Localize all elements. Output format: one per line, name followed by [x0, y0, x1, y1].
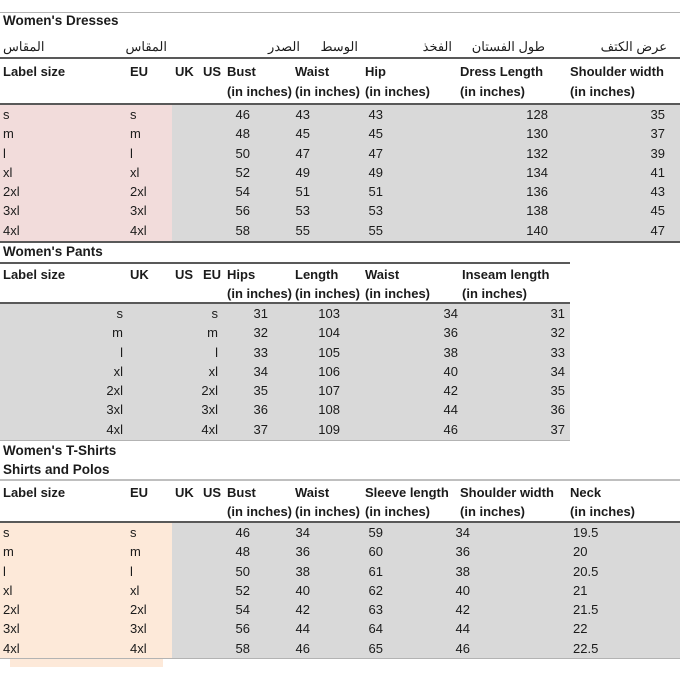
- col-header-us: US: [203, 64, 222, 79]
- cell-hips: 32: [253, 325, 268, 341]
- cell-waist: 55: [295, 222, 310, 238]
- cell-shoulder-width: 46: [455, 640, 470, 656]
- arabic-header-label-size: المقاس: [3, 39, 45, 54]
- divider: [0, 658, 680, 659]
- cell-hips: 33: [253, 344, 268, 360]
- cell-uk-size: s: [116, 306, 123, 321]
- cell-waist: 43: [295, 107, 310, 122]
- cell-hips: 35: [253, 383, 268, 399]
- table-row: [0, 343, 680, 362]
- tshirts-section-subtitle: Shirts and Polos: [3, 462, 110, 477]
- cell-bust: 58: [235, 640, 250, 656]
- cell-shoulder-width: 43: [650, 184, 665, 200]
- cell-waist: 38: [443, 344, 458, 360]
- cell-hip: 49: [368, 164, 383, 180]
- pants-section-title: Women's Pants: [3, 244, 103, 259]
- table-row: [0, 144, 680, 163]
- unit-label: (in inches): [365, 286, 431, 301]
- cell-label-size: m: [3, 126, 14, 142]
- cell-shoulder-width: 47: [650, 222, 665, 238]
- tshirts-header-row: [0, 483, 680, 503]
- cell-hips: 36: [253, 402, 268, 418]
- cell-neck: 22: [573, 621, 588, 637]
- cell-eu-size: xl: [208, 363, 218, 379]
- cell-dress-length: 136: [526, 184, 548, 200]
- col-header-uk: UK: [130, 267, 149, 282]
- cell-dress-length: 140: [526, 222, 548, 238]
- cell-waist: 51: [295, 184, 310, 200]
- cell-bust: 52: [235, 582, 250, 598]
- cell-eu-size: xl: [130, 164, 140, 180]
- cell-waist: 42: [443, 383, 458, 399]
- col-header-bust: Bust: [227, 64, 256, 79]
- cell-waist: 34: [295, 525, 310, 540]
- cell-hips: 34: [253, 363, 268, 379]
- cell-eu-size: m: [207, 325, 218, 341]
- cell-length: 103: [318, 306, 340, 321]
- cell-hip: 45: [368, 126, 383, 142]
- col-header-waist: Waist: [365, 267, 400, 282]
- cell-waist: 47: [295, 145, 310, 161]
- cell-waist: 36: [295, 544, 310, 560]
- unit-label: (in inches): [295, 84, 361, 99]
- cell-waist: 38: [295, 563, 310, 579]
- cell-waist: 34: [443, 306, 458, 321]
- cell-label-size: 3xl: [3, 621, 20, 637]
- cell-eu-size: 3xl: [201, 402, 218, 418]
- col-header-waist: Waist: [295, 485, 330, 500]
- arabic-header-shoulder-width: عرض الكتف: [600, 39, 667, 54]
- cell-eu-size: 2xl: [130, 602, 147, 618]
- cell-eu-size: 3xl: [130, 203, 147, 219]
- col-header-eu: EU: [130, 485, 149, 500]
- cell-sleeve-length: 60: [368, 544, 383, 560]
- cell-eu-size: 4xl: [130, 222, 147, 238]
- cell-label-size: 2xl: [3, 184, 20, 200]
- unit-label: (in inches): [365, 84, 431, 99]
- cell-waist: 42: [295, 602, 310, 618]
- cell-shoulder-width: 45: [650, 203, 665, 219]
- cell-label-size: l: [3, 145, 6, 161]
- dresses-units-row: [0, 82, 680, 102]
- cell-eu-size: 2xl: [201, 383, 218, 399]
- cell-inseam-length: 34: [550, 363, 565, 379]
- cell-eu-size: s: [211, 306, 218, 321]
- col-header-label-size: Label size: [3, 485, 66, 500]
- cell-label-size: s: [3, 107, 10, 122]
- table-row: [0, 201, 680, 220]
- cell-waist: 40: [443, 363, 458, 379]
- cell-dress-length: 134: [526, 164, 548, 180]
- cell-sleeve-length: 63: [368, 602, 383, 618]
- cell-inseam-length: 37: [550, 421, 565, 437]
- cell-shoulder-width: 35: [650, 107, 665, 122]
- cell-neck: 22.5: [573, 640, 599, 656]
- cell-bust: 48: [235, 126, 250, 142]
- unit-label: (in inches): [460, 504, 526, 519]
- cell-bust: 46: [235, 107, 250, 122]
- cell-waist: 46: [295, 640, 310, 656]
- arabic-header-bust: الصدر: [268, 39, 300, 54]
- col-header-shoulder-width: Shoulder width: [570, 64, 664, 79]
- cell-bust: 50: [235, 145, 250, 161]
- cell-bust: 52: [235, 164, 250, 180]
- cell-neck: 21: [573, 582, 588, 598]
- cell-label-size: xl: [3, 582, 13, 598]
- col-header-shoulder-width: Shoulder width: [460, 485, 554, 500]
- table-row: [0, 581, 680, 600]
- cell-hip: 47: [368, 145, 383, 161]
- cell-inseam-length: 31: [550, 306, 565, 321]
- table-row: [0, 221, 680, 240]
- cell-waist: 44: [443, 402, 458, 418]
- cell-shoulder-width: 42: [455, 602, 470, 618]
- cell-shoulder-width: 36: [455, 544, 470, 560]
- cell-neck: 19.5: [573, 525, 599, 540]
- cell-sleeve-length: 62: [368, 582, 383, 598]
- unit-label: (in inches): [227, 84, 293, 99]
- col-header-us: US: [203, 485, 222, 500]
- col-header-waist: Waist: [295, 64, 330, 79]
- cell-eu-size: s: [130, 107, 137, 122]
- cell-hip: 53: [368, 203, 383, 219]
- cell-sleeve-length: 61: [368, 563, 383, 579]
- cell-hips: 37: [253, 421, 268, 437]
- cell-eu-size: l: [215, 344, 218, 360]
- cell-length: 106: [318, 363, 340, 379]
- cell-waist: 49: [295, 164, 310, 180]
- col-header-label-size: Label size: [3, 267, 66, 282]
- cell-bust: 56: [235, 621, 250, 637]
- cell-waist: 36: [443, 325, 458, 341]
- divider: [0, 440, 570, 441]
- cell-eu-size: s: [130, 525, 137, 540]
- cell-inseam-length: 35: [550, 383, 565, 399]
- cell-inseam-length: 32: [550, 325, 565, 341]
- cell-shoulder-width: 37: [650, 126, 665, 142]
- tshirts-table-body: [0, 523, 680, 658]
- cell-shoulder-width: 39: [650, 145, 665, 161]
- unit-label: (in inches): [462, 286, 528, 301]
- cell-uk-size: l: [120, 344, 123, 360]
- cell-label-size: m: [3, 544, 14, 560]
- table-row: [0, 182, 680, 201]
- col-header-uk: UK: [175, 64, 194, 79]
- table-row: [0, 323, 680, 342]
- col-header-hip: Hip: [365, 64, 386, 79]
- cell-eu-size: m: [130, 126, 141, 142]
- cell-uk-size: 3xl: [106, 402, 123, 418]
- tshirts-units-row: [0, 503, 680, 520]
- cell-shoulder-width: 40: [455, 582, 470, 598]
- cell-shoulder-width: 41: [650, 164, 665, 180]
- table-row: [0, 105, 680, 124]
- cell-waist: 46: [443, 421, 458, 437]
- table-row: [0, 619, 680, 638]
- cell-shoulder-width: 38: [455, 563, 470, 579]
- arabic-header-hip: الفخذ: [422, 39, 452, 54]
- cell-shoulder-width: 44: [455, 621, 470, 637]
- unit-label: (in inches): [227, 504, 293, 519]
- divider: [0, 57, 680, 59]
- cell-shoulder-width: 34: [455, 525, 470, 540]
- cell-dress-length: 128: [526, 107, 548, 122]
- table-row: [0, 362, 680, 381]
- table-row: [0, 381, 680, 400]
- dresses-section-title: Women's Dresses: [3, 13, 119, 28]
- col-header-eu: EU: [130, 64, 149, 79]
- arabic-header-eu: المقاس: [125, 39, 167, 54]
- col-header-length: Length: [295, 267, 339, 282]
- col-header-uk: UK: [175, 485, 194, 500]
- table-row: [0, 600, 680, 619]
- cell-neck: 21.5: [573, 602, 599, 618]
- cell-bust: 50: [235, 563, 250, 579]
- cell-bust: 48: [235, 544, 250, 560]
- cell-uk-size: 2xl: [106, 383, 123, 399]
- table-row: [0, 562, 680, 581]
- cell-label-size: s: [3, 525, 10, 540]
- cell-sleeve-length: 65: [368, 640, 383, 656]
- pants-units-row: [0, 285, 680, 302]
- table-row: [0, 420, 680, 439]
- cell-bust: 58: [235, 222, 250, 238]
- tshirts-section-title: Women's T-Shirts: [3, 443, 117, 458]
- cell-bust: 46: [235, 525, 250, 540]
- cell-length: 109: [318, 421, 340, 437]
- unit-label: (in inches): [227, 286, 293, 301]
- cell-hip: 55: [368, 222, 383, 238]
- cell-length: 105: [318, 344, 340, 360]
- col-header-hips: Hips: [227, 267, 256, 282]
- cell-label-size: 4xl: [3, 222, 20, 238]
- table-row: [0, 400, 680, 419]
- tshirts-bottom-shading: [10, 659, 163, 667]
- col-header-bust: Bust: [227, 485, 256, 500]
- dresses-table-body: [0, 105, 680, 240]
- cell-label-size: 2xl: [3, 602, 20, 618]
- cell-eu-size: m: [130, 544, 141, 560]
- arabic-header-dress-length: طول الفستان: [471, 39, 545, 54]
- cell-sleeve-length: 59: [368, 525, 383, 540]
- unit-label: (in inches): [570, 84, 636, 99]
- cell-eu-size: xl: [130, 582, 140, 598]
- cell-uk-size: m: [112, 325, 123, 341]
- table-row: [0, 523, 680, 542]
- cell-eu-size: l: [130, 145, 133, 161]
- cell-dress-length: 138: [526, 203, 548, 219]
- col-header-neck: Neck: [570, 485, 602, 500]
- cell-hip: 43: [368, 107, 383, 122]
- pants-header-row: [0, 264, 680, 285]
- unit-label: (in inches): [365, 504, 431, 519]
- col-header-inseam-length: Inseam length: [462, 267, 550, 282]
- cell-label-size: xl: [3, 164, 13, 180]
- cell-label-size: 4xl: [3, 640, 20, 656]
- cell-bust: 56: [235, 203, 250, 219]
- cell-sleeve-length: 64: [368, 621, 383, 637]
- cell-waist: 53: [295, 203, 310, 219]
- pants-table-body: [0, 304, 680, 439]
- cell-hip: 51: [368, 184, 383, 200]
- cell-uk-size: xl: [113, 363, 123, 379]
- cell-length: 107: [318, 383, 340, 399]
- cell-label-size: l: [3, 563, 6, 579]
- cell-dress-length: 130: [526, 126, 548, 142]
- cell-length: 108: [318, 402, 340, 418]
- col-header-us: US: [175, 267, 194, 282]
- table-row: [0, 639, 680, 658]
- cell-hips: 31: [253, 306, 268, 321]
- cell-neck: 20.5: [573, 563, 599, 579]
- table-row: [0, 542, 680, 561]
- unit-label: (in inches): [295, 286, 361, 301]
- cell-inseam-length: 36: [550, 402, 565, 418]
- cell-length: 104: [318, 325, 340, 341]
- cell-waist: 45: [295, 126, 310, 142]
- cell-eu-size: l: [130, 563, 133, 579]
- cell-waist: 44: [295, 621, 310, 637]
- col-header-eu: EU: [203, 267, 222, 282]
- cell-eu-size: 2xl: [130, 184, 147, 200]
- unit-label: (in inches): [570, 504, 636, 519]
- cell-uk-size: 4xl: [106, 421, 123, 437]
- dresses-header-row: [0, 61, 680, 82]
- cell-bust: 54: [235, 602, 250, 618]
- divider: [0, 479, 680, 481]
- divider: [0, 241, 680, 243]
- col-header-dress-length: Dress Length: [460, 64, 544, 79]
- cell-bust: 54: [235, 184, 250, 200]
- cell-inseam-length: 33: [550, 344, 565, 360]
- table-row: [0, 124, 680, 143]
- table-row: [0, 304, 680, 323]
- cell-label-size: 3xl: [3, 203, 20, 219]
- cell-eu-size: 3xl: [130, 621, 147, 637]
- cell-waist: 40: [295, 582, 310, 598]
- cell-eu-size: 4xl: [130, 640, 147, 656]
- col-header-label-size: Label size: [3, 64, 66, 79]
- cell-eu-size: 4xl: [201, 421, 218, 437]
- cell-neck: 20: [573, 544, 588, 560]
- arabic-header-waist: الوسط: [320, 39, 358, 54]
- unit-label: (in inches): [460, 84, 526, 99]
- table-row: [0, 163, 680, 182]
- cell-dress-length: 132: [526, 145, 548, 161]
- dresses-arabic-header-row: [0, 37, 680, 56]
- unit-label: (in inches): [295, 504, 361, 519]
- col-header-sleeve-length: Sleeve length: [365, 485, 449, 500]
